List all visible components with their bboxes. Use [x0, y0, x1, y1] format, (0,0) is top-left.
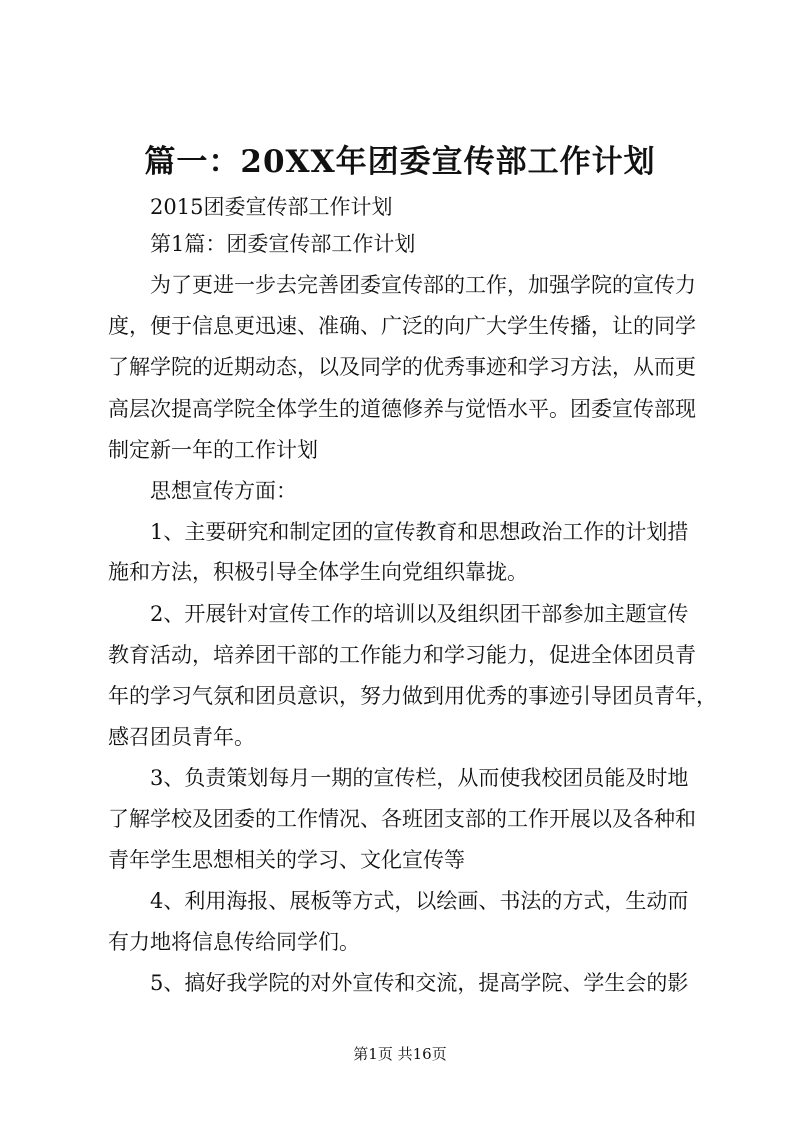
- paragraph-line: 1、主要研究和制定团的宣传教育和思想政治工作的计划措: [150, 520, 689, 544]
- page-number-footer: 第1页 共16页: [353, 1045, 447, 1063]
- paragraph-line: 施和方法，积极引导全体学生向党组织靠拢。: [108, 560, 528, 584]
- paragraph-line: 高层次提高学院全体学生的道德修养与觉悟水平。团委宣传部现: [108, 397, 696, 421]
- paragraph-line: 青年学生思想相关的学习、文化宣传等: [108, 848, 465, 872]
- paragraph-line: 了解学校及团委的工作情况、各班团支部的工作开展以及各种和: [108, 807, 696, 831]
- paragraph-line: 年的学习气氛和团员意识，努力做到用优秀的事迹引导团员青年，: [108, 684, 717, 708]
- paragraph-line: 为了更进一步去完善团委宣传部的工作，加强学院的宣传力: [150, 273, 696, 297]
- paragraph-line: 3、负责策划每月一期的宣传栏，从而使我校团员能及时地: [150, 766, 689, 790]
- paragraph-line: 5、搞好我学院的对外宣传和交流，提高学院、学生会的影: [150, 971, 689, 995]
- paragraph-line: 4、利用海报、展板等方式，以绘画、书法的方式，生动而: [150, 889, 689, 913]
- paragraph-line: 有力地将信息传给同学们。: [108, 930, 360, 954]
- paragraph-line: 了解学院的近期动态，以及同学的优秀事迹和学习方法，从而更: [108, 355, 696, 379]
- topic-heading: 思想宣传方面：: [150, 479, 297, 503]
- subtitle: 2015团委宣传部工作计划: [150, 195, 393, 219]
- page-title: 篇一：20XX年团委宣传部工作计划: [144, 144, 656, 180]
- paragraph-line: 制定新一年的工作计划: [108, 438, 318, 462]
- paragraph-line: 度，便于信息更迅速、准确、广泛的向广大学生传播，让的同学: [108, 314, 696, 338]
- paragraph-line: 2、开展针对宣传工作的培训以及组织团干部参加主题宣传: [150, 602, 689, 626]
- section-heading: 第1篇：团委宣传部工作计划: [150, 232, 416, 256]
- paragraph-line: 教育活动，培养团干部的工作能力和学习能力，促进全体团员青: [108, 643, 696, 667]
- paragraph-line: 感召团员青年。: [108, 725, 255, 749]
